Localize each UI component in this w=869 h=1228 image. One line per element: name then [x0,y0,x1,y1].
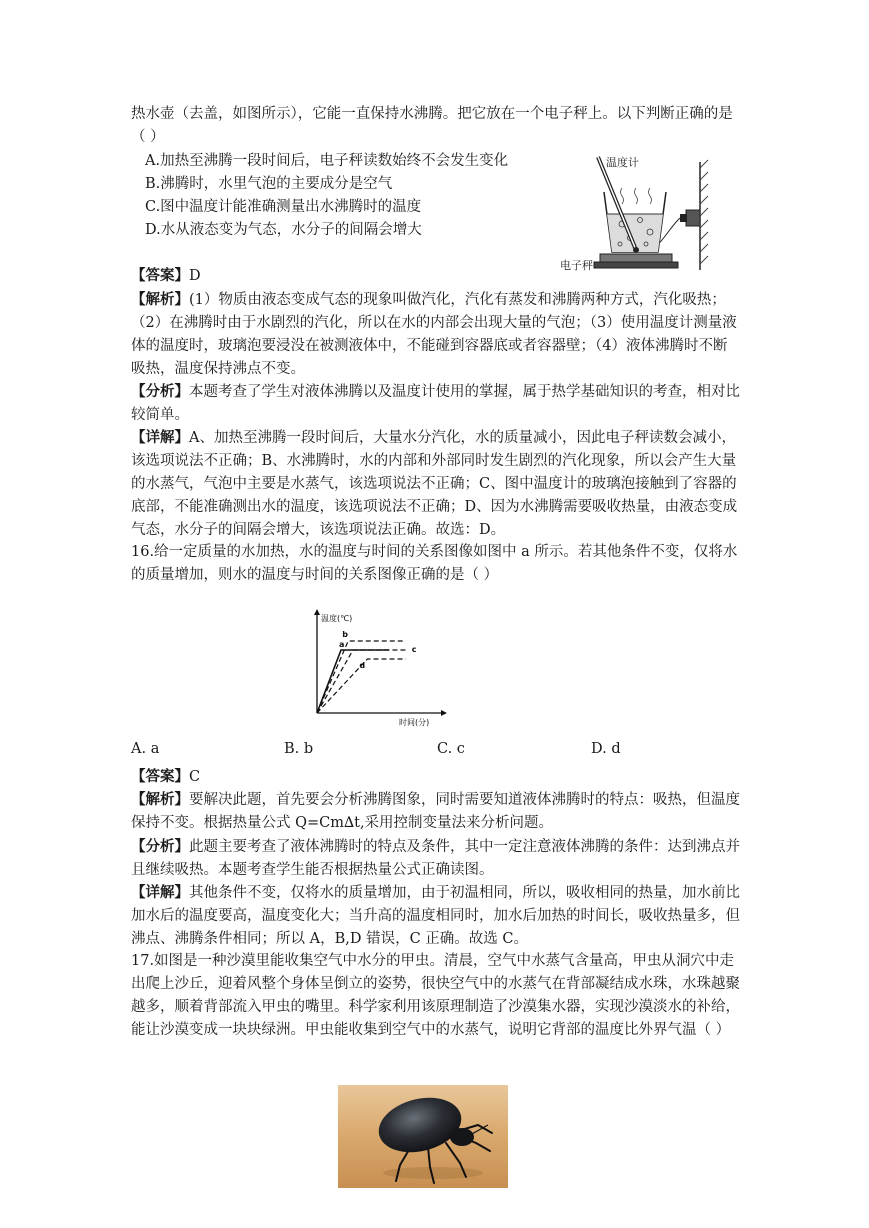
q16-choice-a: A. a [131,741,160,757]
q15-jiexi [131,288,741,381]
xiangjie-tag: 【详解】 [131,884,189,901]
q15-answer [131,264,741,288]
y-axis-arrow [314,609,320,615]
q16-fenxi [131,835,741,882]
q16-choice-c: C. c [437,741,465,757]
q16-answer [131,765,741,789]
jiexi-tag: 【解析】 [131,791,189,808]
series-label-a: a [339,640,345,649]
thermometer-label: 温度计 [606,156,639,169]
q16-choice-b: B. b [284,741,314,757]
jiexi-text: (1）物质由液态变成气态的现象叫做汽化，汽化有蒸发和沸腾两种方式，汽化吸热；（2）在沸腾时由于水剧烈的汽化，所以在水的内部会出现大量的气泡；（3）使用温度计测量液体的温度时，玻璃泡要浸没在被测液体中，不能碰到容器底或者容器壁；（4）液体沸腾时不断吸热，温度保持沸点不变。 [131,292,737,377]
x-axis-arrow [441,710,447,716]
xiangjie-text: 其他条件不变，仅将水的质量增加，由于初温相同，所以，吸收相同的热量，加水前比加水后的温度要高，温度变化大；当升高的温度相同时，加水后加热的时间长，吸收热量多，但沸点、沸腾条件相同；所以 A，B,D 错误，C 正确。故选 C。 [131,885,740,947]
fenxi-text: 此题主要考查了液体沸腾时的特点及条件，其中一定注意液体沸腾的条件：达到沸点并且继续吸热。本题考查学生能否根据热量公式正确读图。 [131,839,740,878]
answer-value: D [189,268,201,284]
q16-jiexi [131,788,741,835]
q15-option-d: D.水从液态变为气态，水分子的间隔会增大 [145,222,422,238]
answer-tag: 【答案】 [131,768,189,785]
series-label-d: d [359,661,366,670]
q17-stem: 17.如图是一种沙漠里能收集空气中水分的甲虫。清晨，空气中水蒸气含量高，甲虫从洞穴中走出爬上沙丘，迎着风整个身体呈倒立的姿势，很快空气中的水蒸气在背部凝结成水珠，水珠越聚越多，顺着背部流入甲虫的嘴里。科学家利用该原理制造了沙漠集水器，实现沙漠淡水的补给，能让沙漠变成一块块绿洲。甲虫能收集到空气中的水蒸气，说明它背部的温度比外界气温（ ） [131,953,740,1038]
xiangjie-tag: 【详解】 [131,429,189,446]
q15-option-c: C.图中温度计能准确测量出水沸腾时的温度 [145,199,422,215]
q15-option-b: B.沸腾时，水里气泡的主要成分是空气 [145,176,393,192]
fenxi-tag: 【分析】 [131,383,189,400]
q16-stem: 16.给一定质量的水加热，水的温度与时间的关系图像如图中 a 所示。若其他条件不变，仅将水的质量增加，则水的温度与时间的关系图像正确的是（ ） [131,544,738,583]
q16-temperature-time-chart [305,605,450,730]
fenxi-tag: 【分析】 [131,838,189,855]
series-label-b: b [342,630,348,639]
jiexi-tag: 【解析】 [131,291,189,308]
xiangjie-text: A、加热至沸腾一段时间后，大量水分汽化，水的质量减小，因此电子秤读数会减小，该选项说法不正确；B、水沸腾时，水的内部和外部同时发生剧烈的汽化现象，所以会产生大量的水蒸气，气泡中主要是水蒸气，该选项说法不正确；C、图中温度计的玻璃泡接触到了容器的底部，不能准确测出水的温度，该选项说法不正确；D、因为水沸腾需要吸收热量，由液态变成气态，水分子的间隔会增大，该选项说法正确。故选：D。 [131,430,738,538]
x-axis-label: 时间(分) [399,718,430,727]
beetle-photo [338,1085,508,1188]
fenxi-text: 本题考查了学生对液体沸腾以及温度计使用的掌握，属于热学基础知识的考查，相对比较简单。 [131,384,740,423]
q15-xiangjie [131,426,741,542]
q15-stem: 热水壶（去盖，如图所示），它能一直保持水沸腾。把它放在一个电子秤上。以下判断正确的是（ ） [131,106,733,145]
q15-fenxi [131,380,741,427]
q15-kettle-figure [560,152,720,277]
q16-xiangjie [131,881,741,951]
q15-option-a: A.加热至沸腾一段时间后，电子秤读数始终不会发生变化 [145,153,509,169]
jiexi-text: 要解决此题，首先要会分析沸腾图象，同时需要知道液体沸腾时的特点：吸热，但温度保持不变。根据热量公式 Q=Cm∆t,采用控制变量法来分析问题。 [131,792,740,831]
series-label-c: c [411,645,417,654]
y-axis-label: 温度(℃) [321,614,353,623]
q16-choice-d: D. d [591,741,621,757]
answer-value: C [189,769,201,785]
scale-label: 电子秤 [560,259,593,272]
answer-tag: 【答案】 [131,267,189,284]
